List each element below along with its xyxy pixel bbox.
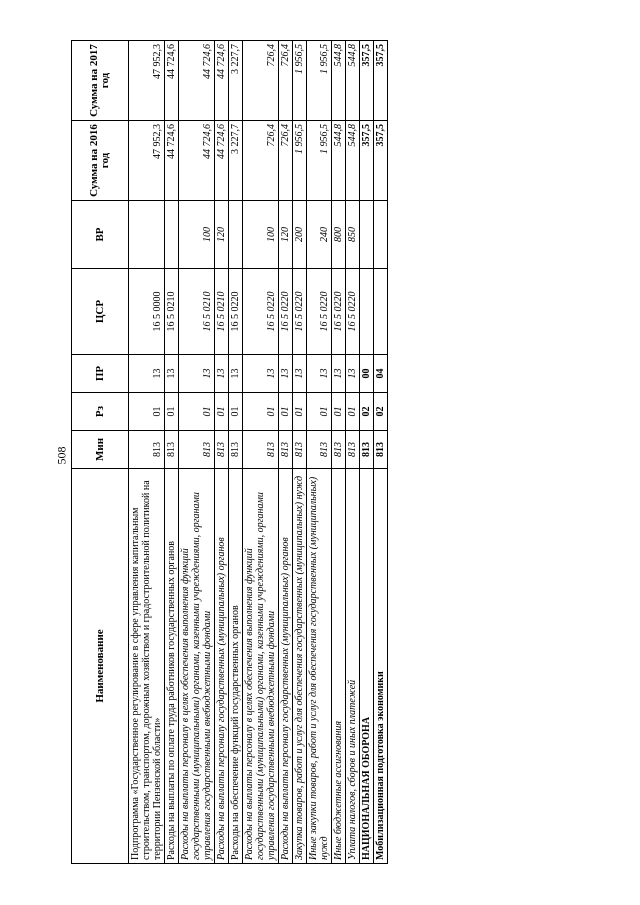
cell-pr: 04 [374, 355, 388, 393]
cell-rz: 01 [229, 393, 243, 431]
cell-vr: 200 [293, 201, 307, 269]
cell-sum-2017: 1 956,5 [307, 41, 332, 121]
cell-vr [129, 201, 165, 269]
cell-vr: 100 [243, 201, 279, 269]
cell-min: 813 [332, 431, 346, 469]
cell-name: Расходы на выплаты персоналу государственных (муниципальных) органов [215, 469, 229, 864]
cell-rz: 01 [332, 393, 346, 431]
cell-vr: 850 [346, 201, 360, 269]
table-row [179, 41, 215, 864]
cell-rz: 01 [129, 393, 165, 431]
cell-rz: 01 [243, 393, 279, 431]
cell-name: Иные бюджетные ассигнования [332, 469, 346, 864]
cell-sum-2016: 44 724,6 [215, 121, 229, 201]
cell-pr: 13 [215, 355, 229, 393]
cell-rz: 01 [307, 393, 332, 431]
cell-rz: 02 [360, 393, 374, 431]
cell-pr: 13 [346, 355, 360, 393]
cell-name: Уплата налогов, сборов и иных платежей [346, 469, 360, 864]
cell-pr: 13 [229, 355, 243, 393]
cell-csr: 16 5 0220 [279, 269, 293, 355]
table-row [129, 41, 165, 864]
header-pr: ПР [72, 355, 129, 393]
page-number: 508 [54, 446, 69, 465]
cell-rz: 01 [293, 393, 307, 431]
cell-name: Расходы на обеспечение функций государственных органов [229, 469, 243, 864]
cell-sum-2016: 544,8 [332, 121, 346, 201]
table-body [129, 41, 388, 864]
cell-csr: 16 5 0210 [215, 269, 229, 355]
header-name: Наименование [72, 469, 129, 864]
cell-sum-2016: 47 952,3 [129, 121, 165, 201]
cell-sum-2017: 357,5 [374, 41, 388, 121]
cell-name: НАЦИОНАЛЬНАЯ ОБОРОНА [360, 469, 374, 864]
header-vr: ВР [72, 201, 129, 269]
table-header-row [72, 41, 129, 864]
table-row [332, 41, 346, 864]
cell-sum-2016: 726,4 [279, 121, 293, 201]
cell-rz: 02 [374, 393, 388, 431]
cell-vr [374, 201, 388, 269]
cell-csr [360, 269, 374, 355]
cell-name: Расходы на выплаты персоналу в целях обеспечения выполнения функций государственными (муниципальными) органами, казенными учреждениями, органами управления государственными внебюджетными фондами [243, 469, 279, 864]
cell-min: 813 [346, 431, 360, 469]
table-row [229, 41, 243, 864]
cell-pr: 13 [129, 355, 165, 393]
cell-name: Расходы на выплаты персоналу в целях обеспечения выполнения функций государственными (муниципальными) органами, казенными учреждениями, органами управления государственными внебюджетными фондами [179, 469, 215, 864]
cell-sum-2016: 544,8 [346, 121, 360, 201]
header-sum-2016: Сумма на 2016 год [72, 121, 129, 201]
cell-min: 813 [243, 431, 279, 469]
cell-vr: 120 [215, 201, 229, 269]
cell-csr [374, 269, 388, 355]
cell-pr: 13 [179, 355, 215, 393]
table-row [279, 41, 293, 864]
table-row [346, 41, 360, 864]
cell-rz: 01 [165, 393, 179, 431]
cell-sum-2016: 44 724,6 [165, 121, 179, 201]
cell-pr: 00 [360, 355, 374, 393]
cell-name: Мобилизационная подготовка экономики [374, 469, 388, 864]
table-row [293, 41, 307, 864]
cell-csr: 16 5 0000 [129, 269, 165, 355]
table-row [243, 41, 279, 864]
cell-pr: 13 [243, 355, 279, 393]
cell-sum-2017: 357,5 [360, 41, 374, 121]
cell-name: Подпрограмма «Государственное регулирование в сфере управления капитальным строительством, транспортом, дорожным хозяйством и градостроительной политикой на территории Пензенской области» [129, 469, 165, 864]
cell-sum-2016: 3 227,7 [229, 121, 243, 201]
table-row [215, 41, 229, 864]
cell-min: 813 [215, 431, 229, 469]
cell-sum-2017: 47 952,3 [129, 41, 165, 121]
cell-sum-2017: 726,4 [279, 41, 293, 121]
cell-csr: 16 5 0220 [229, 269, 243, 355]
cell-sum-2016: 357,5 [374, 121, 388, 201]
cell-sum-2016: 1 956,5 [293, 121, 307, 201]
cell-vr [360, 201, 374, 269]
cell-pr: 13 [293, 355, 307, 393]
table-row [307, 41, 332, 864]
cell-sum-2016: 44 724,6 [179, 121, 215, 201]
cell-sum-2017: 44 724,6 [179, 41, 215, 121]
cell-sum-2017: 44 724,6 [215, 41, 229, 121]
cell-min: 813 [229, 431, 243, 469]
cell-vr: 100 [179, 201, 215, 269]
cell-vr [229, 201, 243, 269]
cell-min: 813 [307, 431, 332, 469]
header-rz: Рз [72, 393, 129, 431]
cell-name: Закупка товаров, работ и услуг для обеспечения государственных (муниципальных) нужд [293, 469, 307, 864]
cell-sum-2017: 1 956,5 [293, 41, 307, 121]
table-row [165, 41, 179, 864]
cell-min: 813 [179, 431, 215, 469]
cell-sum-2016: 726,4 [243, 121, 279, 201]
cell-name: Иные закупки товаров, работ и услуг для обеспечения государственных (муниципальных) нужд [307, 469, 332, 864]
cell-rz: 01 [279, 393, 293, 431]
cell-pr: 13 [307, 355, 332, 393]
cell-csr: 16 5 0220 [293, 269, 307, 355]
cell-csr: 16 5 0220 [332, 269, 346, 355]
cell-min: 813 [293, 431, 307, 469]
cell-vr: 240 [307, 201, 332, 269]
cell-min: 813 [360, 431, 374, 469]
cell-sum-2017: 726,4 [243, 41, 279, 121]
cell-pr: 13 [279, 355, 293, 393]
budget-table-rotated [71, 41, 515, 864]
budget-table [71, 40, 388, 864]
cell-min: 813 [374, 431, 388, 469]
cell-sum-2017: 544,8 [346, 41, 360, 121]
cell-rz: 01 [215, 393, 229, 431]
cell-csr: 16 5 0220 [243, 269, 279, 355]
header-min: Мин [72, 431, 129, 469]
cell-sum-2017: 3 227,7 [229, 41, 243, 121]
cell-sum-2016: 1 956,5 [307, 121, 332, 201]
cell-name: Расходы на выплаты персоналу государственных (муниципальных) органов [279, 469, 293, 864]
cell-vr: 120 [279, 201, 293, 269]
cell-name: Расходы на выплаты по оплате труда работников государственных органов [165, 469, 179, 864]
cell-sum-2016: 357,5 [360, 121, 374, 201]
cell-min: 813 [279, 431, 293, 469]
cell-vr [165, 201, 179, 269]
cell-sum-2017: 544,8 [332, 41, 346, 121]
cell-min: 813 [129, 431, 165, 469]
cell-csr: 16 5 0220 [346, 269, 360, 355]
cell-csr: 16 5 0220 [307, 269, 332, 355]
cell-sum-2017: 44 724,6 [165, 41, 179, 121]
header-sum-2017: Сумма на 2017 год [72, 41, 129, 121]
cell-csr: 16 5 0210 [165, 269, 179, 355]
cell-csr: 16 5 0210 [179, 269, 215, 355]
cell-vr: 800 [332, 201, 346, 269]
table-row [360, 41, 374, 864]
cell-min: 813 [165, 431, 179, 469]
cell-rz: 01 [346, 393, 360, 431]
table-row [374, 41, 388, 864]
cell-pr: 13 [332, 355, 346, 393]
cell-rz: 01 [179, 393, 215, 431]
header-csr: ЦСР [72, 269, 129, 355]
cell-pr: 13 [165, 355, 179, 393]
